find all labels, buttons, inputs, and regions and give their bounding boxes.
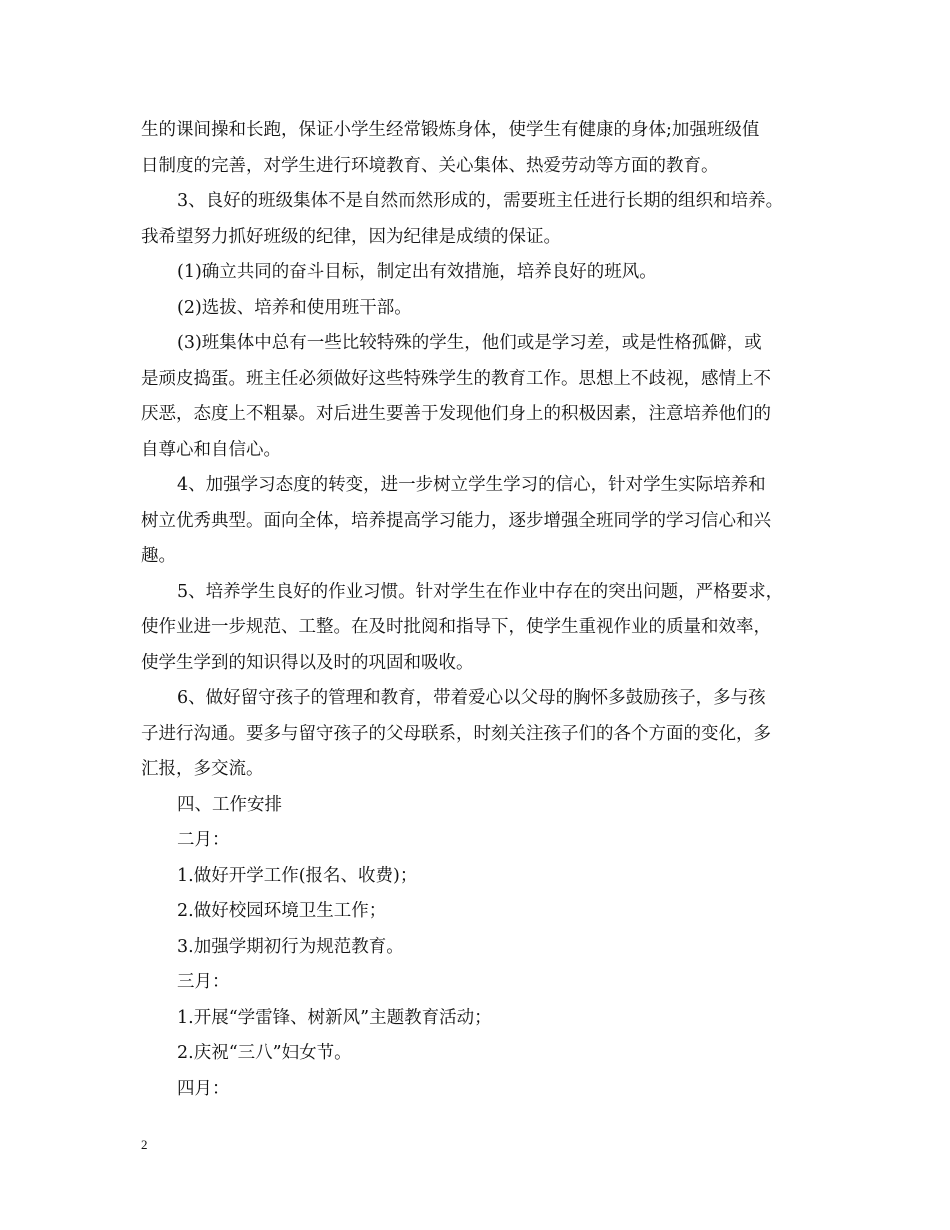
document-body	[141, 113, 831, 1107]
text-line: 自尊心和自信心。	[141, 439, 281, 460]
text-line: 6、做好留守孩子的管理和教育，带着爱心以父母的胸怀多鼓励孩子，多与孩	[177, 688, 766, 708]
text-line: 三月：	[177, 972, 230, 992]
text-line: (1)确立共同的奋斗目标，制定出有效措施，培养良好的班风。	[177, 262, 657, 282]
text-line: 汇报，多交流。	[141, 759, 264, 779]
text-line: 2.做好校园环境卫生工作；	[177, 901, 387, 921]
text-line: 厌恶，态度上不粗暴。对后进生要善于发现他们身上的积极因素，注意培养他们的	[141, 404, 771, 424]
page-number: 2	[141, 1137, 148, 1152]
text-line: 使作业进一步规范、工整。在及时批阅和指导下，使学生重视作业的质量和效率，	[141, 617, 771, 637]
text-line: 树立优秀典型。面向全体，培养提高学习能力，逐步增强全班同学的学习信心和兴	[141, 510, 771, 531]
text-line: 我希望努力抓好班级的纪律，因为纪律是成绩的保证。	[141, 226, 561, 247]
text-line: 3、良好的班级集体不是自然而然形成的，需要班主任进行长期的组织和培养。	[177, 191, 784, 211]
text-line: 4、加强学习态度的转变，进一步树立学生学习的信心，针对学生实际培养和	[177, 475, 766, 495]
text-line: 是顽皮捣蛋。班主任必须做好这些特殊学生的教育工作。思想上不歧视，感情上不	[141, 368, 771, 389]
text-line: 5、培养学生良好的作业习惯。针对学生在作业中存在的突出问题，严格要求，	[177, 581, 784, 602]
text-line: 四、工作安排	[177, 794, 282, 815]
text-line: 二月：	[177, 830, 230, 850]
text-line: 四月：	[177, 1078, 230, 1099]
text-line: (2)选拔、培养和使用班干部。	[177, 297, 412, 318]
text-line: 3.加强学期初行为规范教育。	[177, 936, 404, 957]
text-line: 子进行沟通。要多与留守孩子的父母联系，时刻关注孩子们的各个方面的变化，多	[141, 723, 771, 744]
text-line: 1.开展“学雷锋、树新风”主题教育活动；	[177, 1007, 492, 1028]
text-line: 生的课间操和长跑，保证小学生经常锻炼身体，使学生有健康的身体;加强班级值	[141, 120, 760, 140]
text-line: 日制度的完善，对学生进行环境教育、关心集体、热爱劳动等方面的教育。	[141, 155, 719, 176]
text-line: 使学生学到的知识得以及时的巩固和吸收。	[141, 652, 474, 673]
text-line: 1.做好开学工作(报名、收费)；	[177, 865, 418, 886]
text-line: (3)班集体中总有一些比较特殊的学生，他们或是学习差，或是性格孤僻，或	[177, 333, 762, 353]
text-line: 2.庆祝“三八”妇女节。	[177, 1043, 352, 1063]
text-line: 趣。	[141, 546, 176, 566]
